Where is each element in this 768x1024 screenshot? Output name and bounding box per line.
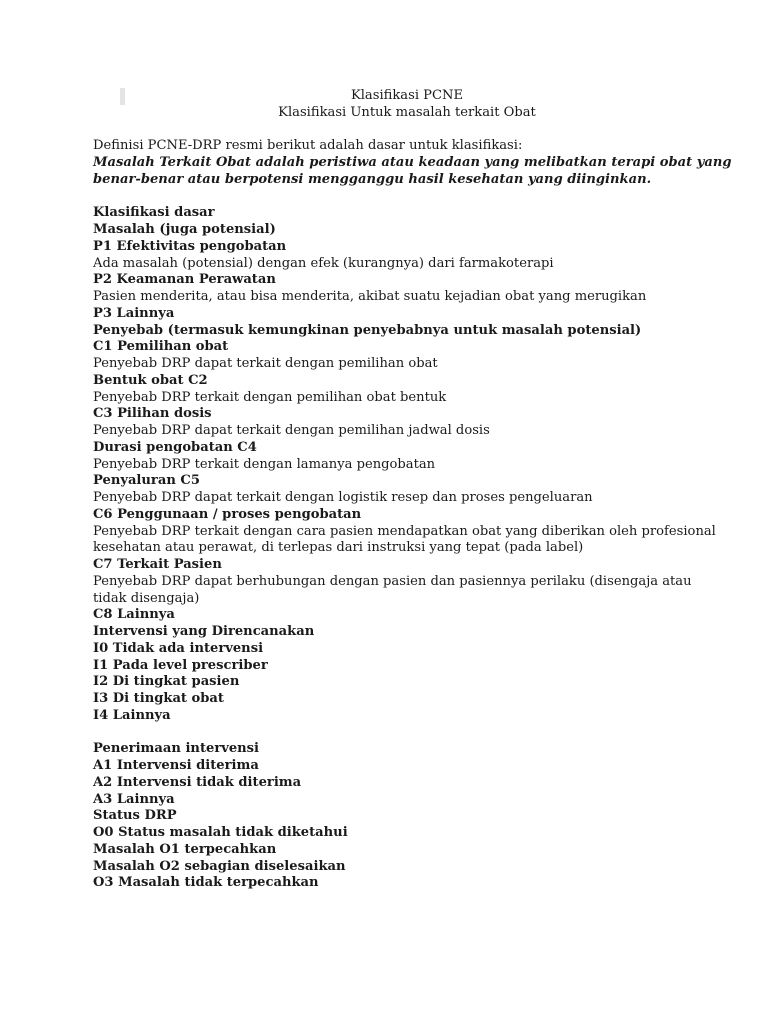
p1-heading: P1 Efektivitas pengobatan bbox=[93, 238, 287, 254]
o1-item: Masalah O1 terpecahkan bbox=[93, 841, 277, 857]
a2-item: A2 Intervensi tidak diterima bbox=[93, 774, 302, 790]
c2-heading: Bentuk obat C2 bbox=[93, 372, 208, 388]
c1-heading: C1 Pemilihan obat bbox=[93, 339, 229, 355]
c1-text: Penyebab DRP dapat terkait dengan pemilihan obat bbox=[93, 356, 438, 371]
problems-heading: Masalah (juga potensial) bbox=[93, 222, 276, 237]
c7-heading: C7 Terkait Pasien bbox=[93, 557, 222, 572]
c5-heading: Penyaluran C5 bbox=[93, 473, 200, 489]
p2-heading: P2 Keamanan Perawatan bbox=[93, 272, 276, 288]
spacer bbox=[93, 122, 683, 139]
document-subtitle: Klasifikasi Untuk masalah terkait Obat bbox=[278, 104, 536, 120]
status-heading: Status DRP bbox=[93, 808, 177, 824]
c6-heading: C6 Penggunaan / proses pengobatan bbox=[93, 506, 362, 522]
i2-item: I2 Di tingkat pasien bbox=[93, 674, 240, 690]
i3-item: I3 Di tingkat obat bbox=[93, 691, 224, 706]
a3-item: A3 Lainnya bbox=[93, 791, 175, 807]
definition-intro: Definisi PCNE-DRP resmi berikut adalah dasar untuk klasifikasi: bbox=[93, 138, 523, 154]
c6-text-line1: Penyebab DRP terkait dengan cara pasien mendapatkan obat yang diberikan oleh profesional bbox=[93, 523, 716, 539]
spacer bbox=[93, 725, 683, 742]
o3-item: O3 Masalah tidak terpecahkan bbox=[93, 875, 319, 891]
c4-text: Penyebab DRP terkait dengan lamanya pengobatan bbox=[93, 456, 436, 472]
c4-heading: Durasi pengobatan C4 bbox=[93, 439, 257, 455]
basic-classification-heading: Klasifikasi dasar bbox=[93, 205, 215, 221]
o0-item: O0 Status masalah tidak diketahui bbox=[93, 825, 348, 840]
i1-item: I1 Pada level prescriber bbox=[93, 657, 268, 673]
interventions-heading: Intervensi yang Direncanakan bbox=[93, 624, 315, 639]
c7-text-line1: Penyebab DRP dapat berhubungan dengan pasien dan pasiennya perilaku (disengaja atau bbox=[93, 573, 692, 589]
spacer bbox=[93, 189, 683, 206]
i4-item: I4 Lainnya bbox=[93, 707, 171, 723]
i0-item: I0 Tidak ada intervensi bbox=[93, 640, 264, 656]
document-body bbox=[93, 88, 732, 892]
p2-text: Pasien menderita, atau bisa menderita, akibat suatu kejadian obat yang merugikan bbox=[93, 289, 647, 304]
p3-heading: P3 Lainnya bbox=[93, 305, 175, 321]
definition-text-line2: benar-benar atau berpotensi mengganggu hasil kesehatan yang diinginkan. bbox=[93, 171, 652, 187]
o2-item: Masalah O2 sebagian diselesaikan bbox=[93, 858, 346, 874]
c3-text: Penyebab DRP dapat terkait dengan pemilihan jadwal dosis bbox=[93, 423, 490, 438]
a1-item: A1 Intervensi diterima bbox=[93, 758, 259, 773]
c7-text-line2: tidak disengaja) bbox=[93, 590, 200, 606]
c2-text: Penyebab DRP terkait dengan pemilihan obat bentuk bbox=[93, 389, 447, 405]
definition-text-line1: Masalah Terkait Obat adalah peristiwa atau keadaan yang melibatkan terapi obat yang bbox=[93, 155, 732, 170]
c6-text-line2: kesehatan atau perawat, di terlepas dari instruksi yang tepat (pada label) bbox=[93, 540, 584, 556]
c8-heading: C8 Lainnya bbox=[93, 607, 175, 623]
document-title: Klasifikasi PCNE bbox=[350, 88, 464, 103]
causes-heading: Penyebab (termasuk kemungkinan penyebabnya untuk masalah potensial) bbox=[93, 322, 642, 338]
p1-text: Ada masalah (potensial) dengan efek (kurangnya) dari farmakoterapi bbox=[93, 255, 554, 271]
acceptance-heading: Penerimaan intervensi bbox=[93, 741, 260, 757]
c3-heading: C3 Pilihan dosis bbox=[93, 406, 212, 422]
c5-text: Penyebab DRP dapat terkait dengan logistik resep dan proses pengeluaran bbox=[93, 490, 593, 505]
